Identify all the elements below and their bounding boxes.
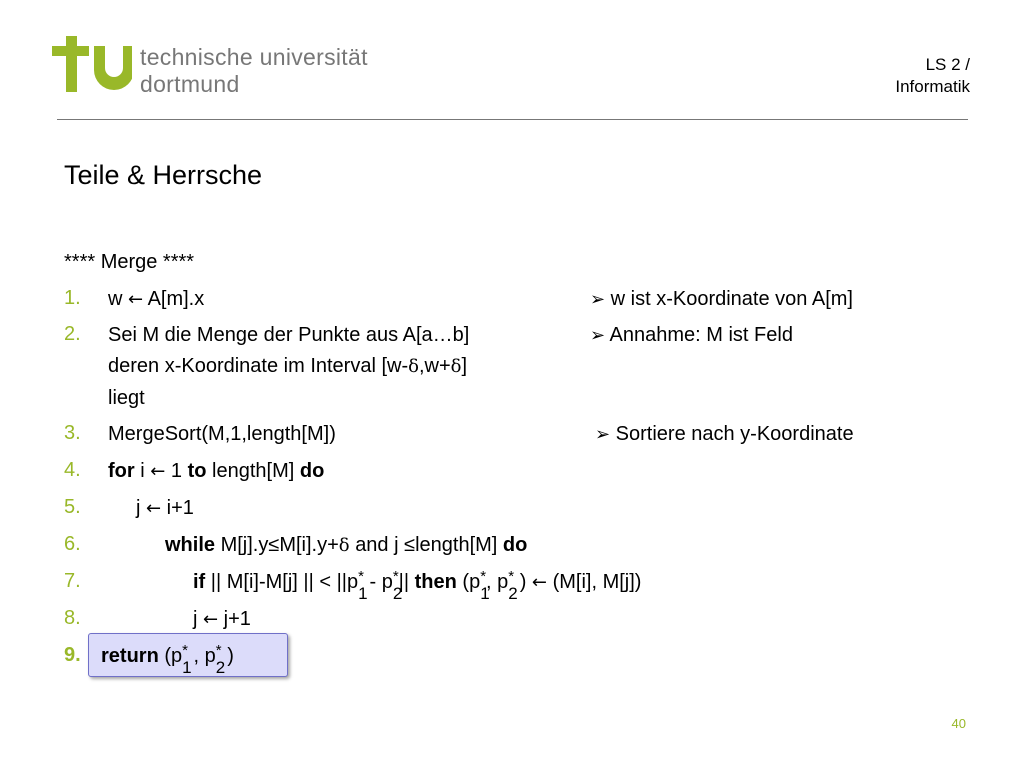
- comment-1: [590, 288, 853, 311]
- p1-star: * 1: [358, 568, 368, 603]
- bullet-arrow-icon: ➢: [590, 325, 606, 346]
- code-line-5: [136, 497, 194, 520]
- p1-star: * 1: [182, 642, 192, 677]
- line-2b-end: ]: [461, 355, 468, 377]
- university-line-2: dortmund: [140, 71, 240, 97]
- assign-arrow-icon: ←: [146, 498, 162, 519]
- const-one: 1: [170, 460, 183, 482]
- bullet-arrow-icon: ➢: [590, 289, 606, 310]
- line-number-2: 2.: [64, 323, 81, 345]
- comment-2-text: Annahme: M ist Feld: [609, 324, 793, 346]
- while-condition: M[j].y≤M[i].y+: [220, 534, 339, 556]
- keyword-return: return: [101, 645, 159, 667]
- while-condition-2: and j ≤length[M]: [355, 534, 498, 556]
- p2-star: * 2: [392, 568, 403, 603]
- line-number-4: 4.: [64, 459, 81, 481]
- code-line-4: [108, 460, 324, 483]
- var-i: i: [140, 460, 145, 482]
- assign-value: (M[i], M[j]): [552, 571, 642, 593]
- keyword-while: while: [165, 534, 216, 556]
- var-w: w: [108, 288, 123, 310]
- assign-arrow-icon: ←: [150, 461, 166, 482]
- university-name: [140, 44, 368, 98]
- code-line-7: [193, 568, 642, 603]
- keyword-do: do: [502, 534, 528, 556]
- line-number-1: 1.: [64, 287, 81, 309]
- comment-1-text: w ist x-Koordinate von A[m]: [610, 288, 853, 310]
- delta-symbol: δ: [338, 535, 350, 556]
- var-j: j: [136, 497, 141, 519]
- line-2b-mid: ,w+: [418, 355, 451, 377]
- keyword-to: to: [187, 460, 207, 482]
- keyword-for: for: [108, 460, 135, 482]
- line-number-6: 6.: [64, 533, 81, 555]
- comment-3: [595, 423, 854, 446]
- comment-2: [590, 324, 793, 347]
- assign-arrow-icon: ←: [531, 572, 548, 593]
- p2-star: * 2: [215, 642, 226, 677]
- tu-logo: [52, 36, 132, 92]
- pair-close: ): [514, 571, 527, 593]
- line-1-text: A[m].x: [147, 288, 205, 310]
- line-2b-text: deren x-Koordinate im Interval [w-: [108, 355, 409, 377]
- comment-3-text: Sortiere nach y-Koordinate: [615, 423, 854, 445]
- university-line-1: technische universität: [140, 44, 368, 70]
- header-divider: [57, 119, 968, 120]
- chair-line-1: LS 2 /: [925, 55, 970, 74]
- slide-title: Teile & Herrsche: [64, 160, 263, 190]
- code-line-2c: liegt: [108, 387, 145, 409]
- code-line-3: MergeSort(M,1,length[M]): [108, 423, 336, 445]
- assign-arrow-icon: ←: [128, 289, 144, 310]
- p1-star: * 1: [480, 568, 490, 603]
- code-line-8: [193, 608, 251, 631]
- keyword-if: if: [193, 571, 206, 593]
- bullet-arrow-icon: ➢: [595, 424, 611, 445]
- length-expr: length[M]: [212, 460, 295, 482]
- delta-symbol: δ: [450, 356, 462, 377]
- line-number-8: 8.: [64, 607, 81, 629]
- line-number-3: 3.: [64, 422, 81, 444]
- code-line-1: [108, 288, 204, 311]
- code-line-9: [101, 642, 234, 677]
- line-number-9: 9.: [64, 644, 81, 666]
- assign-arrow-icon: ←: [203, 609, 219, 630]
- code-line-2a: Sei M die Menge der Punkte aus A[a…b]: [108, 324, 470, 346]
- norm-close: ||: [398, 571, 410, 593]
- delta-symbol: δ: [408, 356, 419, 377]
- keyword-do: do: [299, 460, 325, 482]
- line-5-text: i+1: [166, 497, 194, 519]
- line-8-text: j+1: [223, 608, 251, 630]
- algorithm-heading: **** Merge ****: [64, 251, 195, 273]
- p2-star: * 2: [508, 568, 518, 603]
- page-number: 40: [951, 716, 966, 731]
- chair-line-2: Informatik: [895, 77, 970, 96]
- return-close: ): [221, 645, 234, 667]
- return-comma: , p: [188, 645, 216, 667]
- return-open: (p: [164, 645, 183, 667]
- minus-p: - p: [363, 571, 393, 593]
- pair-comma: , p: [486, 571, 509, 593]
- chair-label: [895, 54, 970, 98]
- keyword-then: then: [414, 571, 457, 593]
- code-line-6: [165, 534, 527, 557]
- line-number-7: 7.: [64, 570, 81, 592]
- pair-open: (p: [462, 571, 481, 593]
- code-line-2b: [108, 355, 467, 378]
- var-j: j: [193, 608, 198, 630]
- if-condition: || M[i]-M[j] || < ||p: [210, 571, 359, 593]
- line-number-5: 5.: [64, 496, 81, 518]
